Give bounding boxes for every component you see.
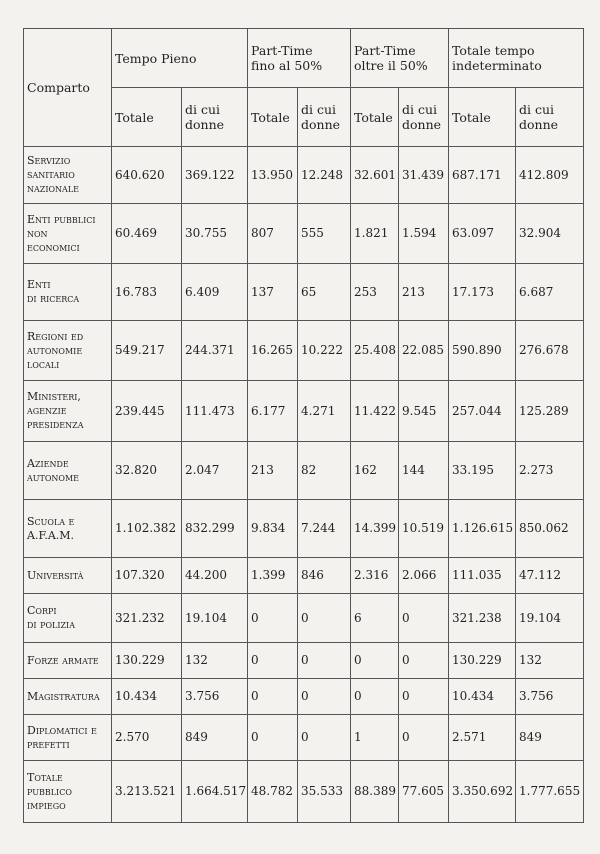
table-cell: 9.545 [399, 381, 449, 442]
table-cell: 22.085 [399, 321, 449, 381]
table-cell: 555 [298, 204, 351, 264]
table-cell: 6.409 [182, 264, 248, 321]
table-cell: 19.104 [516, 594, 584, 643]
row-label: Enti pubblici non economici [24, 204, 112, 264]
table-cell: 0 [399, 594, 449, 643]
table-cell: 10.222 [298, 321, 351, 381]
table-cell: 832.299 [182, 500, 248, 558]
table-cell: 213 [248, 442, 298, 500]
table-cell: 3.350.692 [449, 761, 516, 823]
table-cell: 0 [298, 594, 351, 643]
table-cell: 130.229 [449, 643, 516, 679]
table-cell: 321.238 [449, 594, 516, 643]
table-cell: 257.044 [449, 381, 516, 442]
row-label: Forze armate [24, 643, 112, 679]
table-row [24, 442, 584, 500]
table-cell: 687.171 [449, 147, 516, 204]
header-tempo-pieno: Tempo Pieno [112, 29, 248, 88]
table-cell: 16.265 [248, 321, 298, 381]
table-cell: 16.783 [112, 264, 182, 321]
subheader-di-cui-donne: di cui donne [516, 88, 584, 147]
table-cell: 590.890 [449, 321, 516, 381]
table-cell: 33.195 [449, 442, 516, 500]
table-cell: 11.422 [351, 381, 399, 442]
table-cell: 0 [248, 643, 298, 679]
table-cell: 162 [351, 442, 399, 500]
table-cell: 1.102.382 [112, 500, 182, 558]
table-cell: 32.904 [516, 204, 584, 264]
table-cell: 0 [399, 715, 449, 761]
employment-table [23, 28, 584, 823]
table-cell: 10.519 [399, 500, 449, 558]
table-cell: 3.213.521 [112, 761, 182, 823]
table-cell: 132 [182, 643, 248, 679]
row-label: Aziende autonome [24, 442, 112, 500]
table-cell: 2.066 [399, 558, 449, 594]
table-cell: 1.777.655 [516, 761, 584, 823]
table-cell: 9.834 [248, 500, 298, 558]
table-cell: 30.755 [182, 204, 248, 264]
table-row [24, 715, 584, 761]
table-cell: 88.389 [351, 761, 399, 823]
table-cell: 10.434 [449, 679, 516, 715]
table-cell: 239.445 [112, 381, 182, 442]
table-cell: 65 [298, 264, 351, 321]
table-cell: 2.047 [182, 442, 248, 500]
table-cell: 846 [298, 558, 351, 594]
row-label: Magistratura [24, 679, 112, 715]
row-label: Regioni ed autonomie locali [24, 321, 112, 381]
table-cell: 2.316 [351, 558, 399, 594]
table-cell: 2.570 [112, 715, 182, 761]
subheader-di-cui-donne: di cui donne [182, 88, 248, 147]
table-cell: 111.035 [449, 558, 516, 594]
table-cell: 2.273 [516, 442, 584, 500]
row-label: Enti di ricerca [24, 264, 112, 321]
table-cell: 253 [351, 264, 399, 321]
table-cell: 14.399 [351, 500, 399, 558]
table-cell: 640.620 [112, 147, 182, 204]
table-row [24, 381, 584, 442]
table-cell: 144 [399, 442, 449, 500]
table-cell: 60.469 [112, 204, 182, 264]
table-cell: 7.244 [298, 500, 351, 558]
table-cell: 31.439 [399, 147, 449, 204]
header-part-time-fino: Part-Time fino al 50% [248, 29, 351, 88]
table-cell: 6.687 [516, 264, 584, 321]
table-row [24, 558, 584, 594]
table-row [24, 679, 584, 715]
table-cell: 4.271 [298, 381, 351, 442]
table-row [24, 147, 584, 204]
table-cell: 12.248 [298, 147, 351, 204]
row-label: Totale pubblico impiego [24, 761, 112, 823]
table-cell: 6.177 [248, 381, 298, 442]
table-cell: 1 [351, 715, 399, 761]
table-cell: 6 [351, 594, 399, 643]
subheader-totale: Totale [449, 88, 516, 147]
table-cell: 13.950 [248, 147, 298, 204]
subheader-totale: Totale [351, 88, 399, 147]
table-cell: 82 [298, 442, 351, 500]
subheader-totale: Totale [112, 88, 182, 147]
row-label: Corpi di polizia [24, 594, 112, 643]
table-cell: 77.605 [399, 761, 449, 823]
subheader-di-cui-donne: di cui donne [298, 88, 351, 147]
table-cell: 0 [351, 643, 399, 679]
table-cell: 44.200 [182, 558, 248, 594]
table-cell: 132 [516, 643, 584, 679]
table-body [24, 147, 584, 823]
table-cell: 412.809 [516, 147, 584, 204]
header-part-time-oltre: Part-Time oltre il 50% [351, 29, 449, 88]
table-row [24, 204, 584, 264]
table-cell: 10.434 [112, 679, 182, 715]
table-cell: 48.782 [248, 761, 298, 823]
table-cell: 849 [182, 715, 248, 761]
table-row [24, 643, 584, 679]
table-cell: 321.232 [112, 594, 182, 643]
table-cell: 244.371 [182, 321, 248, 381]
table-cell: 137 [248, 264, 298, 321]
table-cell: 35.533 [298, 761, 351, 823]
table-cell: 0 [298, 679, 351, 715]
row-label: Università [24, 558, 112, 594]
table-cell: 1.821 [351, 204, 399, 264]
table-cell: 369.122 [182, 147, 248, 204]
table-cell: 0 [248, 594, 298, 643]
table-cell: 849 [516, 715, 584, 761]
header-totale-indeterminato: Totale tempo indeterminato [449, 29, 584, 88]
table-row [24, 594, 584, 643]
table-cell: 0 [351, 679, 399, 715]
table-cell: 47.112 [516, 558, 584, 594]
table-cell: 549.217 [112, 321, 182, 381]
table-cell: 3.756 [182, 679, 248, 715]
subheader-di-cui-donne: di cui donne [399, 88, 449, 147]
table-cell: 19.104 [182, 594, 248, 643]
table-cell: 1.594 [399, 204, 449, 264]
table-cell: 0 [298, 715, 351, 761]
table-cell: 0 [248, 715, 298, 761]
table-cell: 107.320 [112, 558, 182, 594]
table-row [24, 264, 584, 321]
table-cell: 32.820 [112, 442, 182, 500]
table-cell: 0 [298, 643, 351, 679]
table-cell: 25.408 [351, 321, 399, 381]
table-cell: 111.473 [182, 381, 248, 442]
header-comparto: Comparto [24, 29, 112, 147]
table-cell: 0 [399, 643, 449, 679]
row-label: Scuola e A.F.A.M. [24, 500, 112, 558]
table-cell: 0 [248, 679, 298, 715]
table-cell: 63.097 [449, 204, 516, 264]
table-cell: 130.229 [112, 643, 182, 679]
table-cell: 32.601 [351, 147, 399, 204]
table-cell: 1.664.517 [182, 761, 248, 823]
table-cell: 807 [248, 204, 298, 264]
table-cell: 3.756 [516, 679, 584, 715]
table-cell: 850.062 [516, 500, 584, 558]
table-row [24, 500, 584, 558]
table-cell: 125.289 [516, 381, 584, 442]
table-cell: 1.399 [248, 558, 298, 594]
table-cell: 0 [399, 679, 449, 715]
table-cell: 2.571 [449, 715, 516, 761]
table-cell: 213 [399, 264, 449, 321]
table-cell: 1.126.615 [449, 500, 516, 558]
table-row [24, 321, 584, 381]
row-label: Servizio sanitario nazionale [24, 147, 112, 204]
table-cell: 276.678 [516, 321, 584, 381]
row-label: Diplomatici e prefetti [24, 715, 112, 761]
row-label: Ministeri, agenzie presidenza [24, 381, 112, 442]
table-row [24, 761, 584, 823]
subheader-totale: Totale [248, 88, 298, 147]
table-cell: 17.173 [449, 264, 516, 321]
